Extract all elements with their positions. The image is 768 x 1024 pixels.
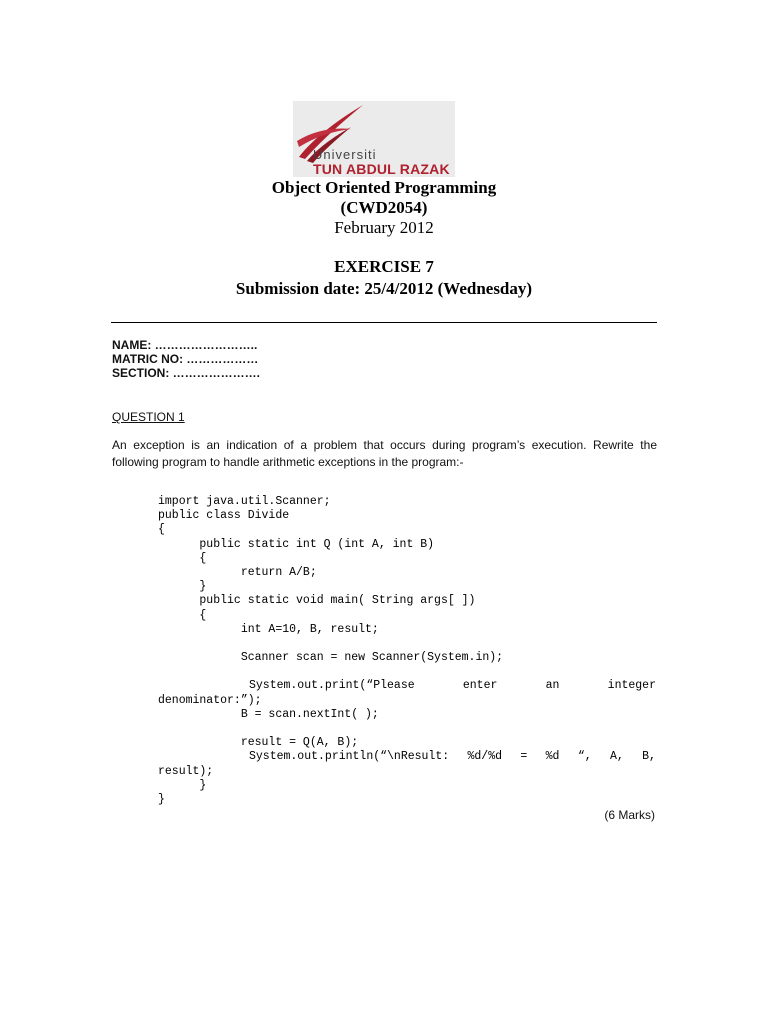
code-line: } [158,778,207,792]
logo-name-text: TUN ABDUL RAZAK [313,161,450,177]
section-field: SECTION: …………………. [112,366,261,380]
code-token: %d/%d [467,750,503,764]
code-line: { [158,523,165,537]
marks-label: (6 Marks) [604,808,655,822]
code-token: %d [545,750,560,764]
code-line: denominator:”); [158,693,262,707]
exercise-title: EXERCISE 7 [334,257,434,276]
code-line: B = scan.nextInt( ); [158,707,379,721]
code-line [158,637,656,651]
name-field: NAME: …………………….. [112,338,258,352]
code-token: an [545,679,560,693]
course-code: (CWD2054) [340,198,428,217]
code-token: B, [642,750,656,764]
code-line: result); [158,764,214,778]
logo-university-text: Universiti [313,147,377,162]
course-date: February 2012 [334,218,434,237]
code-line [158,665,656,679]
code-line: public static int Q (int A, int B) [158,537,435,551]
code-token: enter [462,679,498,693]
code-line: int A=10, B, result; [158,622,379,636]
code-line: } [158,792,165,806]
code-line [158,722,656,736]
code-line: result = Q(A, B); [158,736,359,750]
code-line: import java.util.Scanner; [158,495,331,508]
course-title: Object Oriented Programming [271,178,497,197]
code-line: { [158,608,207,622]
divider [111,322,657,323]
code-token: = [520,750,528,764]
code-line: Scanner scan = new Scanner(System.in); [158,651,504,665]
code-line-print [158,679,656,693]
code-line-println [158,750,656,764]
question-text: An exception is an indication of a problem that occurs during program’s execution. Rewrite the following program to handle arithmetic exceptions in the program:- [112,438,657,469]
code-line: } [158,580,207,594]
code-token: A, [609,750,624,764]
code-token: integer [607,679,656,693]
code-token: System.out.print(“Please [249,679,415,693]
code-line: { [158,551,207,565]
code-token: “, [577,750,592,764]
university-logo [293,101,455,177]
submission-date: Submission date: 25/4/2012 (Wednesday) [235,279,533,298]
code-line: return A/B; [158,565,317,579]
code-token: System.out.println(“\nResult: [249,750,450,764]
matric-field: MATRIC NO: ……………… [112,352,259,366]
question-heading: QUESTION 1 [112,410,185,424]
code-block [158,495,656,807]
code-line: public class Divide [158,509,290,523]
code-line: public static void main( String args[ ]) [158,594,476,608]
